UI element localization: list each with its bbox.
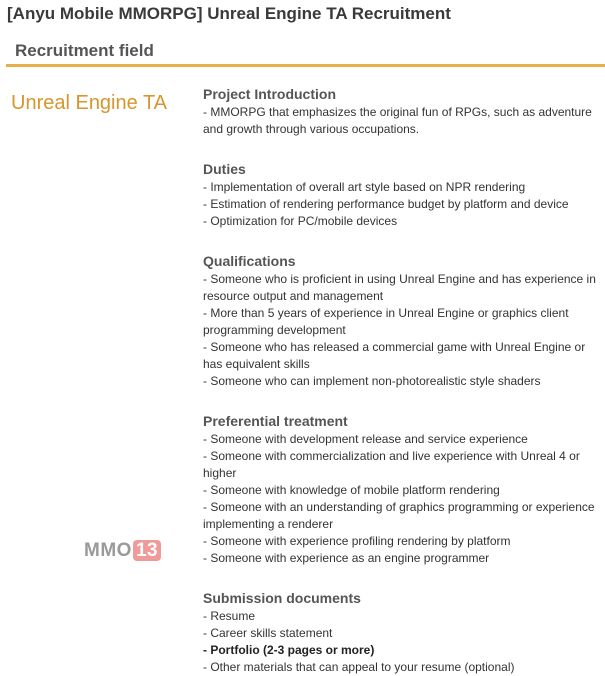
list-item: - Career skills statement: [203, 626, 333, 640]
block-title: Qualifications: [203, 253, 296, 269]
watermark-logo: [84, 540, 161, 562]
list-item: - Implementation of overall art style based on NPR rendering: [203, 180, 526, 194]
list-item: - Someone with commercialization and live experience with Unreal 4 or higher: [203, 449, 580, 480]
block-qualifications: [203, 253, 603, 390]
list-item-portfolio: - Portfolio (2-3 pages or more): [203, 643, 375, 657]
list-item: - Other materials that can appeal to your resume (optional): [203, 660, 515, 674]
list-item: - MMORPG that emphasizes the original fun of RPGs, such as adventure and growth through various occupations.: [203, 105, 592, 136]
block-project-introduction: [203, 86, 603, 138]
list-item: - Optimization for PC/mobile devices: [203, 214, 398, 228]
watermark-number: 13: [133, 540, 161, 561]
section-header: Recruitment field: [15, 41, 154, 60]
header-divider: [6, 64, 605, 67]
list-item: - Someone who has released a commercial game with Unreal Engine or has equivalent skills: [203, 340, 586, 371]
list-item: - Someone with development release and service experience: [203, 432, 528, 446]
page-title: [Anyu Mobile MMORPG] Unreal Engine TA Recruitment: [7, 4, 451, 23]
block-preferential-treatment: [203, 413, 603, 567]
list-item: - More than 5 years of experience in Unreal Engine or graphics client programming development: [203, 306, 569, 337]
block-duties: [203, 161, 603, 230]
block-title: Preferential treatment: [203, 413, 348, 429]
list-item: - Someone with experience as an engine programmer: [203, 551, 490, 565]
block-title: Duties: [203, 161, 246, 177]
recruitment-field-name: Unreal Engine TA: [11, 92, 168, 114]
list-item: - Estimation of rendering performance budget by platform and device: [203, 197, 569, 211]
list-item: - Someone with experience profiling rendering by platform: [203, 534, 511, 548]
list-item: - Someone with an understanding of graphics programming or experience implementing a renderer: [203, 500, 595, 531]
watermark-text: MMO: [84, 540, 132, 561]
list-item: - Someone who is proficient in using Unreal Engine and has experience in resource output and management: [203, 272, 596, 303]
block-title: Project Introduction: [203, 86, 336, 102]
list-item: - Someone with knowledge of mobile platform rendering: [203, 483, 500, 497]
list-item: - Someone who can implement non-photorealistic style shaders: [203, 374, 541, 388]
list-item: - Resume: [203, 609, 256, 623]
job-description: [203, 86, 603, 676]
block-submission-documents: [203, 590, 603, 676]
block-title: Submission documents: [203, 590, 361, 606]
